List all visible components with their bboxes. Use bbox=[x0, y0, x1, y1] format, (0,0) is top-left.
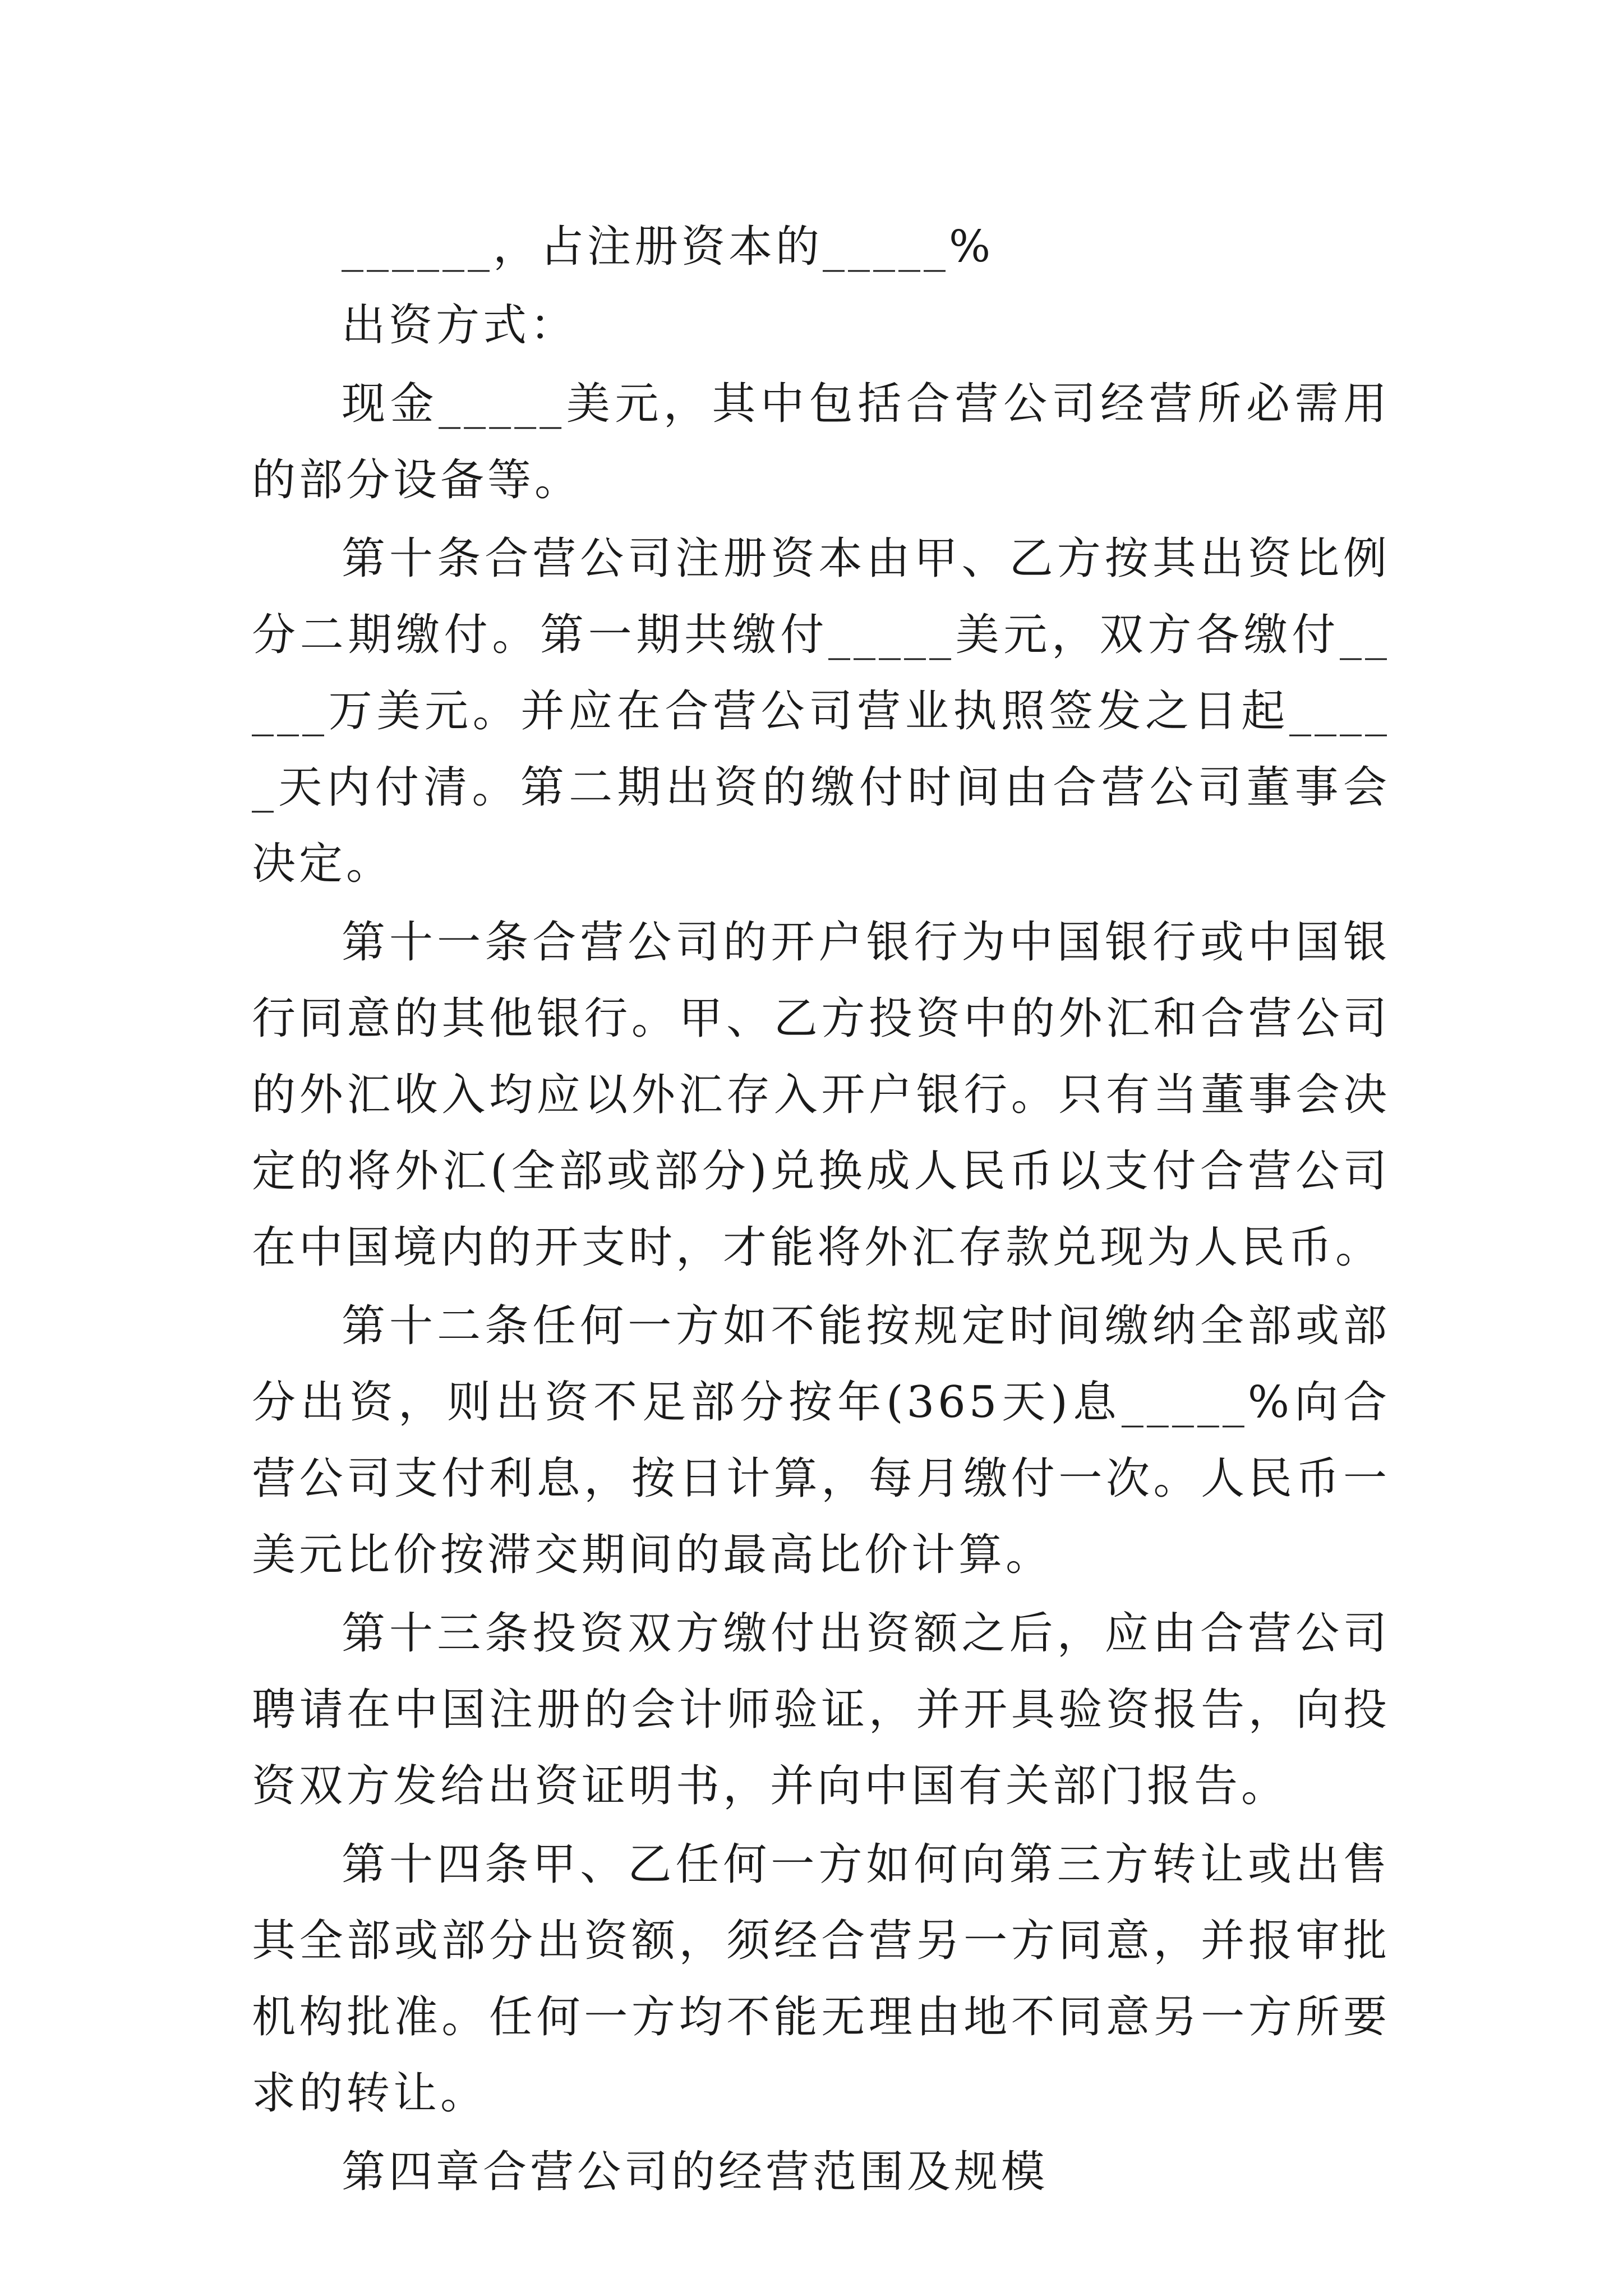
paragraph-cash-contribution: 现金_____美元，其中包括合营公司经营所必需用的部分设备等。 bbox=[252, 379, 1390, 505]
paragraph-registered-capital-share: ______，占注册资本的_____% bbox=[342, 222, 994, 272]
paragraph-contribution-method: 出资方式： bbox=[342, 300, 578, 351]
paragraph-article-13: 第十三条投资双方缴付出资额之后，应由合营公司聘请在中国注册的会计师验证，并开具验资报告，向投资双方发给出资证明书，并向中国有关部门报告。 bbox=[252, 1608, 1390, 1811]
document-body bbox=[252, 209, 1390, 2210]
paragraph-article-11: 第十一条合营公司的开户银行为中国银行或中国银行同意的其他银行。甲、乙方投资中的外汇和合营公司的外汇收入均应以外汇存入开户银行。只有当董事会决定的将外汇(全部或部分)兑换成人民币以支付合营公司在中国境内的开支时，才能将外汇存款兑现为人民币。 bbox=[252, 917, 1390, 1273]
paragraph-article-12: 第十二条任何一方如不能按规定时间缴纳全部或部分出资，则出资不足部分按年(365天)息_____%向合营公司支付利息，按日计算，每月缴付一次。人民币一美元比价按滞交期间的最高比价计算。 bbox=[252, 1301, 1390, 1580]
paragraph-article-10: 第十条合营公司注册资本由甲、乙方按其出资比例分二期缴付。第一期共缴付_____美元，双方各缴付_____万美元。并应在合营公司营业执照签发之日起_____天内付清。第二期出资的缴付时间由合营公司董事会决定。 bbox=[252, 533, 1390, 889]
paragraph-article-14: 第十四条甲、乙任何一方如何向第三方转让或出售其全部或部分出资额，须经合营另一方同意，并报审批机构批准。任何一方均不能无理由地不同意另一方所要求的转让。 bbox=[252, 1839, 1390, 2119]
chapter-4-heading: 第四章合营公司的经营范围及规模 bbox=[342, 2147, 1049, 2197]
